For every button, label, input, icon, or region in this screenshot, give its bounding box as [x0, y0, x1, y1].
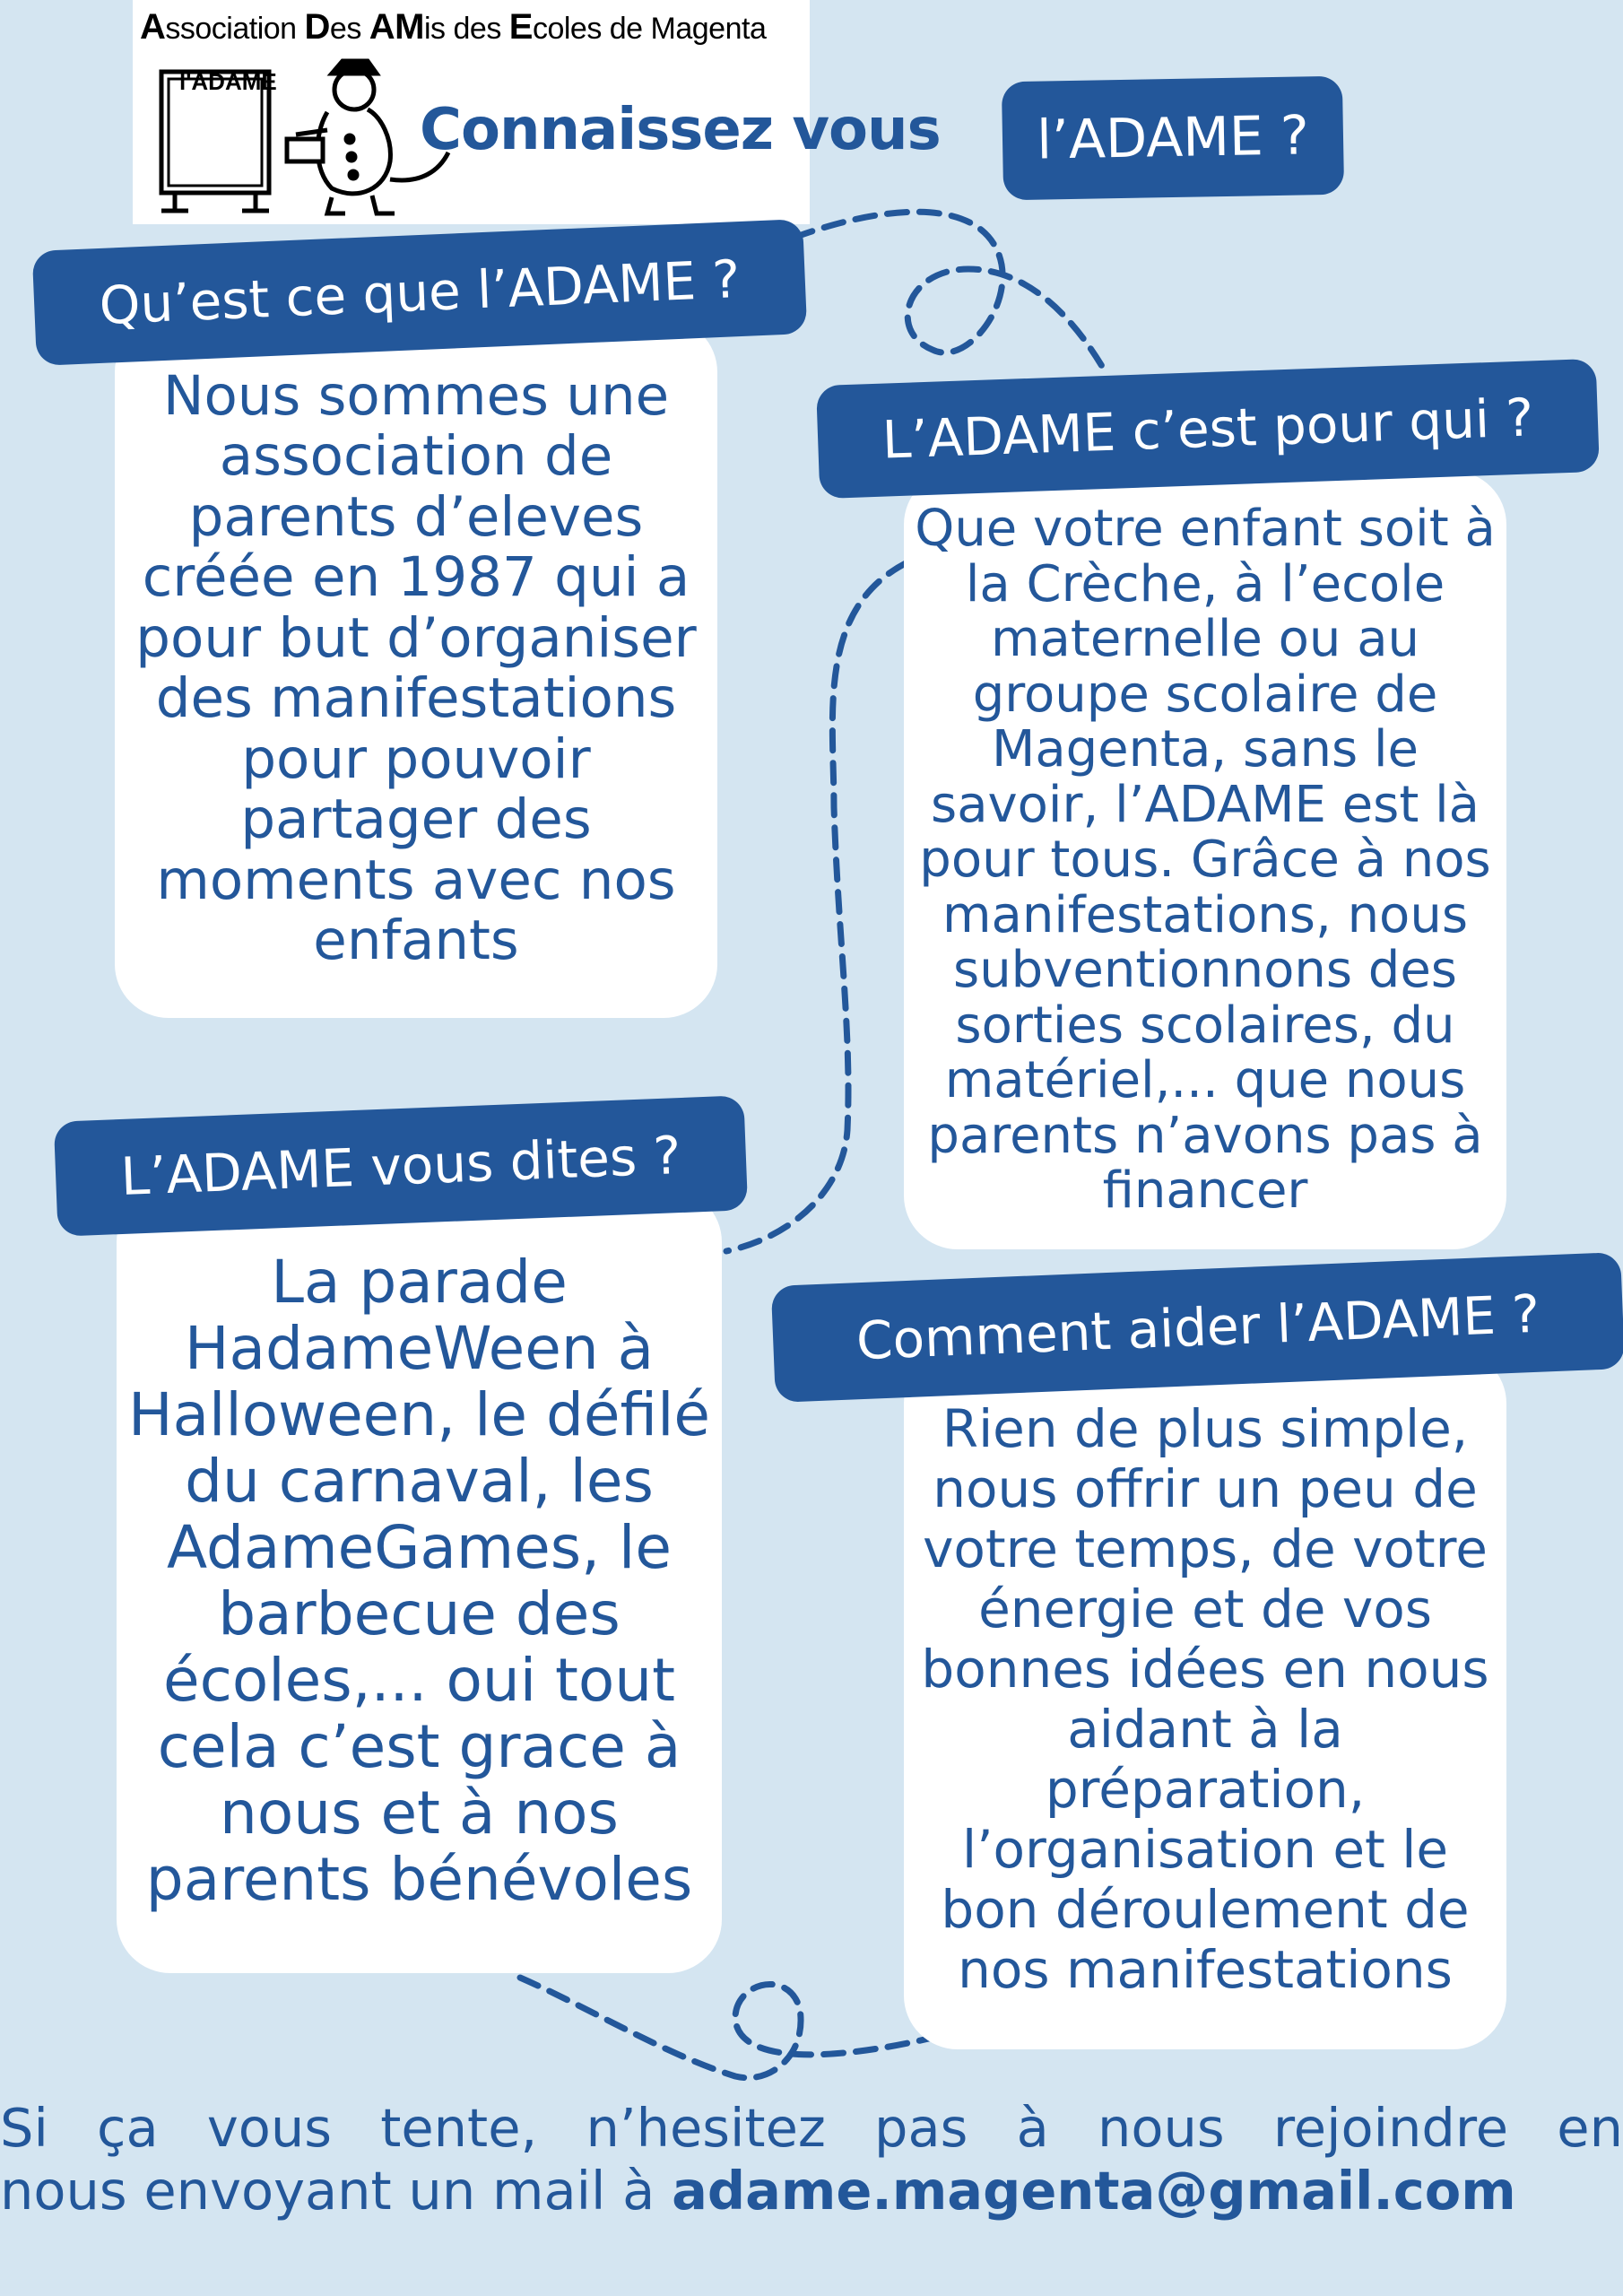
section-text-what: Nous sommes une association de parents d’eleves créée en 1987 qui a pour but d’organiser des manifestations pour pouvoir partager des moments avec nos enfants — [135, 363, 697, 972]
logo-block — [133, 0, 941, 224]
dashed-segment-middle — [726, 563, 906, 1251]
section-text-for-whom: Que votre enfant soit à la Crèche, à l’ecole maternelle ou au groupe scolaire de Magenta, sans le savoir, l’ADAME est là pour tous. Grâce à nos manifestations, nous subventionnons des sorties scolaires, du matériel,... que nous parents n’avons pas à financer — [915, 500, 1496, 1221]
section-card-for-whom — [904, 471, 1506, 1249]
section-title-what: Qu’est ce que l’ADAME ? — [32, 219, 808, 366]
section-card-events — [117, 1188, 722, 1973]
heading-pill: l’ADAME ? — [1002, 76, 1344, 201]
footer-line-2 — [0, 2160, 1623, 2222]
section-card-what — [115, 318, 717, 1018]
section-text-help: Rien de plus simple, nous offrir un peu de votre temps, de votre énergie et de vos bonnes idées en nous aidant à la préparation, l’organisation et le bon déroulement de nos manifestations — [921, 1398, 1489, 2000]
footer-line-1: Si ça vous tente, n’hesitez pas à nous rejoindre en — [0, 2097, 1623, 2159]
section-text-events: La parade HadameWeen à Halloween, le défilé du carnaval, les AdameGames, le barbecue des écoles,... oui tout cela c’est grace à nous et à nos parents bénévoles — [127, 1247, 711, 1914]
section-title-help: Comment aider l’ADAME ? — [771, 1252, 1623, 1403]
section-card-help — [904, 1350, 1506, 2049]
dashed-segment-bottom — [520, 1978, 933, 2078]
association-name: Association Des AMis des Ecoles de Magenta — [140, 7, 767, 47]
page-heading: Connaissez vous — [420, 97, 941, 163]
logo-text: l'ADAME — [179, 68, 277, 95]
section-title-for-whom: L’ADAME c’est pour qui ? — [816, 359, 1600, 499]
footer-call-to-action — [0, 2097, 1623, 2222]
section-title-events: L’ADAME vous dites ? — [54, 1095, 748, 1236]
footer-line-2-prefix: nous envoyant un mail à — [0, 2160, 673, 2222]
adame-mascot-logo — [152, 54, 457, 220]
email-link[interactable]: adame.magenta@gmail.com — [672, 2160, 1516, 2222]
dashed-segment-top — [794, 212, 1103, 368]
